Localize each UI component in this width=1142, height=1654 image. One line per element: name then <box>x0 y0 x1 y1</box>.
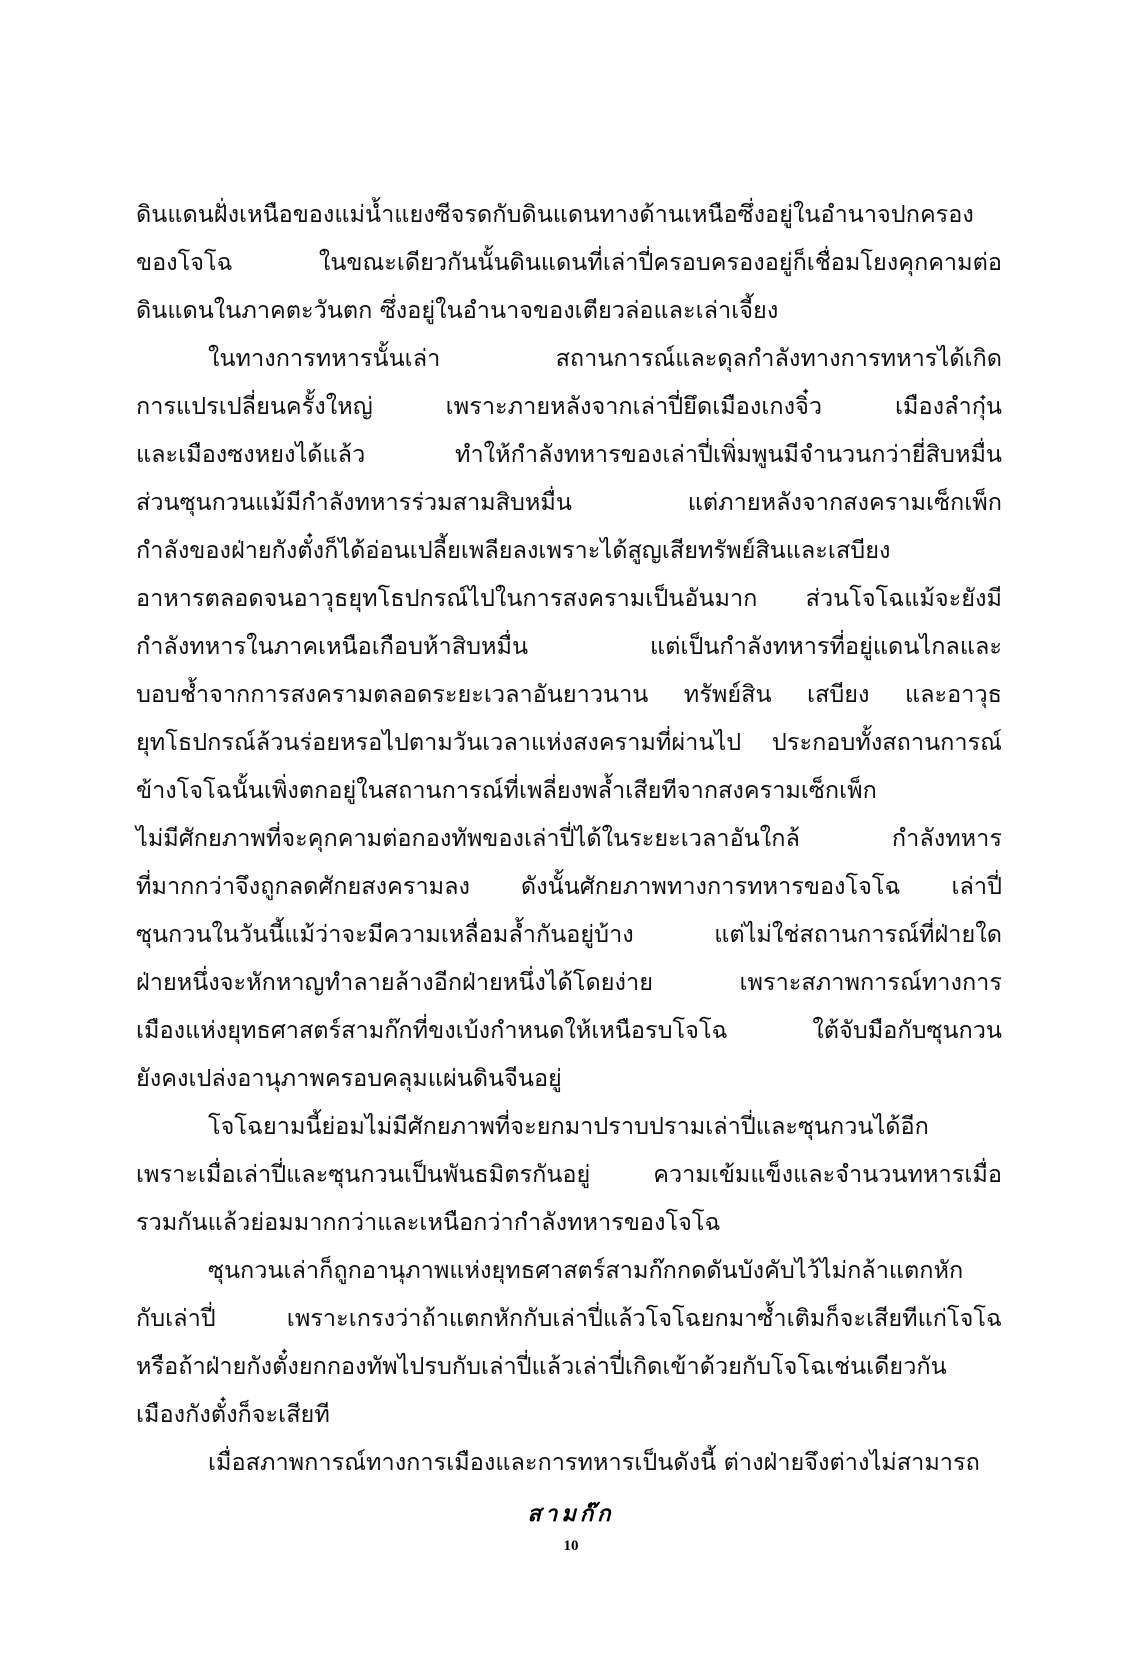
text-line: ยังคงเปล่งอานุภาพครอบคลุมแผ่นดินจีนอยู่ <box>136 1064 562 1092</box>
text-line: เพราะเมื่อเล่าปี่และซุนกวนเป็นพันธมิตรกันอยู่ ความเข้มแข็งและจำนวนทหารเมื่อ <box>136 1160 1002 1188</box>
text-line: กำลังของฝ่ายกังตั๋งก็ได้อ่อนเปลี้ยเพลียลงเพราะได้สูญเสียทรัพย์สินและเสบียง <box>136 536 891 564</box>
text-line: ดินแดนในภาคตะวันตก ซึ่งอยู่ในอำนาจของเตียวล่อและเล่าเจี้ยง <box>136 296 779 324</box>
text-line: ของโจโฉ ในขณะเดียวกันนั้นดินแดนที่เล่าปี่ครอบครองอยู่ก็เชื่อมโยงคุกคามต่อ <box>136 248 1002 276</box>
text-line: ไม่มีศักยภาพที่จะคุกคามต่อกองทัพของเล่าปี่ได้ในระยะเวลาอันใกล้ กำลังทหาร <box>136 824 1002 852</box>
text-line: ซุนกวนในวันนี้แม้ว่าจะมีความเหลื่อมล้ำกันอยู่บ้าง แต่ไม่ใช่สถานการณ์ที่ฝ่ายใด <box>136 920 1002 948</box>
text-line: เมืองกังตั๋งก็จะเสียที <box>136 1400 330 1428</box>
text-line: ฝ่ายหนึ่งจะหักหาญทำลายล้างอีกฝ่ายหนึ่งได้โดยง่าย เพราะสภาพการณ์ทางการ <box>136 968 1002 996</box>
text-line: เมืองแห่งยุทธศาสตร์สามก๊กที่ขงเบ้งกำหนดให้เหนือรบโจโฉ ใต้จับมือกับซุนกวน <box>136 1016 1002 1044</box>
text-line: และเมืองซงหยงได้แล้ว ทำให้กำลังทหารของเล่าปี่เพิ่มพูนมีจำนวนกว่ายี่สิบหมื่น <box>136 440 1002 468</box>
text-line: ที่มากกว่าจึงถูกลดศักยสงครามลง ดังนั้นศักยภาพทางการทหารของโจโฉ เล่าปี่ <box>136 872 1002 900</box>
text-line: หรือถ้าฝ่ายกังตั๋งยกกองทัพไปรบกับเล่าปี่แล้วเล่าปี่เกิดเข้าด้วยกับโจโฉเช่นเดียวกัน <box>136 1352 947 1380</box>
text-line: การแปรเปลี่ยนครั้งใหญ่ เพราะภายหลังจากเล่าปี่ยึดเมืองเกงจิ๋ว เมืองลำกุ๋น <box>136 392 1002 420</box>
text-line: บอบช้ำจากการสงครามตลอดระยะเวลาอันยาวนาน ทรัพย์สิน เสบียง และอาวุธ <box>136 680 1002 708</box>
text-line: อาหารตลอดจนอาวุธยุทโธปกรณ์ไปในการสงครามเป็นอันมาก ส่วนโจโฉแม้จะยังมี <box>136 584 1002 612</box>
text-line: ดินแดนฝั่งเหนือของแม่น้ำแยงซีจรดกับดินแดนทางด้านเหนือซึ่งอยู่ในอำนาจปกครอง <box>136 200 974 228</box>
text-line: ส่วนซุนกวนแม้มีกำลังทหารร่วมสามสิบหมื่น แต่ภายหลังจากสงครามเซ็กเพ็ก <box>136 488 1002 516</box>
text-line: กำลังทหารในภาคเหนือเกือบห้าสิบหมื่น แต่เป็นกำลังทหารที่อยู่แดนไกลและ <box>136 632 1002 660</box>
text-line: โจโฉยามนี้ย่อมไม่มีศักยภาพที่จะยกมาปราบปรามเล่าปี่และซุนกวนได้อีก <box>208 1112 929 1140</box>
text-line: กับเล่าปี่ เพราะเกรงว่าถ้าแตกหักกับเล่าปี่แล้วโจโฉยกมาซ้ำเติมก็จะเสียทีแก่โจโฉ <box>136 1304 1002 1332</box>
text-line: ในทางการทหารนั้นเล่า สถานการณ์และดุลกำลังทางการทหารได้เกิด <box>208 344 1002 372</box>
footer-book-title: สามก๊ก <box>527 1501 615 1527</box>
text-line: ข้างโจโฉนั้นเพิ่งตกอยู่ในสถานการณ์ที่เพลี่ยงพล้ำเสียทีจากสงครามเซ็กเพ็ก <box>136 776 877 804</box>
text-line: เมื่อสภาพการณ์ทางการเมืองและการทหารเป็นดังนี้ ต่างฝ่ายจึงต่างไม่สามารถ <box>208 1448 980 1476</box>
text-line: ยุทโธปกรณ์ล้วนร่อยหรอไปตามวันเวลาแห่งสงครามที่ผ่านไป ประกอบทั้งสถานการณ์ <box>136 728 1002 756</box>
body-text <box>136 190 1002 1486</box>
text-line: ซุนกวนเล่าก็ถูกอานุภาพแห่งยุทธศาสตร์สามก๊กกดดันบังคับไว้ไม่กล้าแตกหัก <box>208 1256 964 1284</box>
text-line: รวมกันแล้วย่อมมากกว่าและเหนือกว่ากำลังทหารของโจโฉ <box>136 1208 721 1236</box>
page-number: 10 <box>563 1538 579 1554</box>
